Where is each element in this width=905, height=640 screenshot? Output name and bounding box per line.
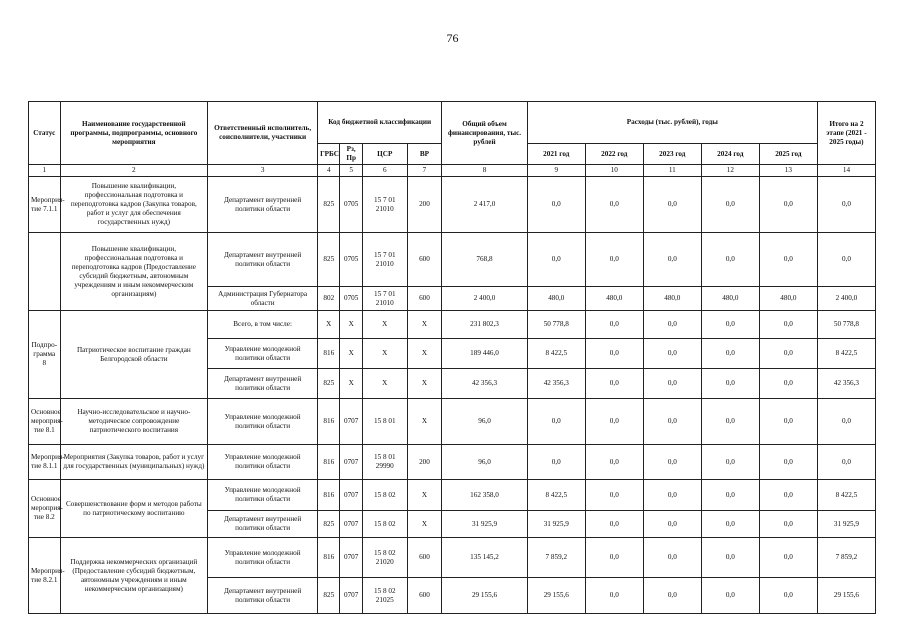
header-year-2024: 2024 год bbox=[701, 144, 759, 165]
cell-grbs: 825 bbox=[318, 369, 340, 399]
cell-csr: 15 8 02 21025 bbox=[362, 578, 407, 614]
table-row bbox=[29, 445, 876, 480]
cell-vr: X bbox=[407, 399, 442, 445]
cell-2023: 0,0 bbox=[643, 177, 701, 233]
table-row bbox=[29, 233, 876, 287]
column-number: 12 bbox=[701, 165, 759, 177]
cell-rzpr: X bbox=[340, 311, 362, 339]
cell-total: 96,0 bbox=[442, 445, 528, 480]
cell-2023: 0,0 bbox=[643, 480, 701, 511]
cell-2025: 0,0 bbox=[759, 311, 817, 339]
cell-grbs: 816 bbox=[318, 445, 340, 480]
cell-2024: 0,0 bbox=[701, 511, 759, 538]
cell-status: Основное мероприя-тие 8.2 bbox=[29, 480, 61, 538]
cell-2025: 0,0 bbox=[759, 538, 817, 578]
cell-vr: X bbox=[407, 369, 442, 399]
cell-2023: 0,0 bbox=[643, 578, 701, 614]
cell-2024: 0,0 bbox=[701, 538, 759, 578]
cell-csr: 15 7 01 21010 bbox=[362, 177, 407, 233]
header-executor: Ответственный исполнитель, соисполнители, участники bbox=[208, 102, 318, 165]
cell-2021: 0,0 bbox=[527, 233, 585, 287]
cell-status: Мероприя-тие 8.1.1 bbox=[29, 445, 61, 480]
cell-rzpr: 0705 bbox=[340, 233, 362, 287]
cell-2023: 480,0 bbox=[643, 287, 701, 311]
cell-vr: 200 bbox=[407, 445, 442, 480]
cell-executor: Всего, в том числе: bbox=[208, 311, 318, 339]
budget-table bbox=[28, 101, 876, 614]
cell-2023: 0,0 bbox=[643, 511, 701, 538]
cell-2024: 480,0 bbox=[701, 287, 759, 311]
cell-rzpr: 0707 bbox=[340, 538, 362, 578]
cell-vr: 600 bbox=[407, 287, 442, 311]
cell-2025: 0,0 bbox=[759, 233, 817, 287]
cell-stage-total: 29 155,6 bbox=[817, 578, 875, 614]
cell-vr: X bbox=[407, 480, 442, 511]
cell-status: Основное мероприя-тие 8.1 bbox=[29, 399, 61, 445]
cell-vr: X bbox=[407, 311, 442, 339]
cell-2023: 0,0 bbox=[643, 311, 701, 339]
cell-total: 2 400,0 bbox=[442, 287, 528, 311]
cell-executor: Департамент внутренней политики области bbox=[208, 233, 318, 287]
column-number: 4 bbox=[318, 165, 340, 177]
cell-2021: 0,0 bbox=[527, 177, 585, 233]
cell-stage-total: 31 925,9 bbox=[817, 511, 875, 538]
header-budget-code: Код бюджетной классификации bbox=[318, 102, 442, 144]
cell-stage-total: 0,0 bbox=[817, 177, 875, 233]
cell-total: 162 358,0 bbox=[442, 480, 528, 511]
cell-2023: 0,0 bbox=[643, 538, 701, 578]
cell-executor: Управление молодежной политики области bbox=[208, 538, 318, 578]
cell-total: 189 446,0 bbox=[442, 339, 528, 369]
cell-vr: 600 bbox=[407, 578, 442, 614]
cell-executor: Департамент внутренней политики области bbox=[208, 177, 318, 233]
cell-2025: 0,0 bbox=[759, 480, 817, 511]
cell-stage-total: 8 422,5 bbox=[817, 480, 875, 511]
cell-executor: Управление молодежной политики области bbox=[208, 480, 318, 511]
cell-executor: Управление молодежной политики области bbox=[208, 399, 318, 445]
cell-executor: Управление молодежной политики области bbox=[208, 445, 318, 480]
cell-total: 2 417,0 bbox=[442, 177, 528, 233]
cell-2021: 7 859,2 bbox=[527, 538, 585, 578]
cell-2021: 8 422,5 bbox=[527, 339, 585, 369]
cell-name: Повышение квалификации, профессиональная подготовка и переподготовка кадров (Предоставление субсидий бюджетным, автономным учреждениям и иным некоммерческим организациям) bbox=[60, 233, 208, 311]
cell-executor: Департамент внутренней политики области bbox=[208, 511, 318, 538]
column-number: 5 bbox=[340, 165, 362, 177]
cell-2022: 0,0 bbox=[585, 538, 643, 578]
cell-2022: 0,0 bbox=[585, 511, 643, 538]
cell-total: 768,8 bbox=[442, 233, 528, 287]
cell-2024: 0,0 bbox=[701, 445, 759, 480]
cell-executor: Администрация Губернатора области bbox=[208, 287, 318, 311]
header-vr: ВР bbox=[407, 144, 442, 165]
cell-stage-total: 8 422,5 bbox=[817, 339, 875, 369]
header-expenses: Расходы (тыс. рублей), годы bbox=[527, 102, 817, 144]
cell-vr: 600 bbox=[407, 538, 442, 578]
header-csr: ЦСР bbox=[362, 144, 407, 165]
cell-grbs: 825 bbox=[318, 177, 340, 233]
table-row bbox=[29, 538, 876, 578]
cell-grbs: 802 bbox=[318, 287, 340, 311]
cell-csr: X bbox=[362, 311, 407, 339]
cell-2024: 0,0 bbox=[701, 480, 759, 511]
cell-2025: 0,0 bbox=[759, 511, 817, 538]
cell-stage-total: 50 778,8 bbox=[817, 311, 875, 339]
page-number: 76 bbox=[446, 31, 459, 45]
cell-grbs: 816 bbox=[318, 480, 340, 511]
header-year-2022: 2022 год bbox=[585, 144, 643, 165]
cell-2024: 0,0 bbox=[701, 311, 759, 339]
cell-rzpr: 0707 bbox=[340, 578, 362, 614]
table-row bbox=[29, 177, 876, 233]
cell-csr: 15 8 02 bbox=[362, 511, 407, 538]
table-row bbox=[29, 480, 876, 511]
cell-grbs: 816 bbox=[318, 399, 340, 445]
cell-total: 42 356,3 bbox=[442, 369, 528, 399]
header-status: Статус bbox=[29, 102, 61, 165]
cell-2021: 50 778,8 bbox=[527, 311, 585, 339]
cell-rzpr: 0707 bbox=[340, 445, 362, 480]
cell-2022: 0,0 bbox=[585, 233, 643, 287]
cell-total: 31 925,9 bbox=[442, 511, 528, 538]
column-number: 6 bbox=[362, 165, 407, 177]
cell-total: 231 802,3 bbox=[442, 311, 528, 339]
cell-grbs: X bbox=[318, 311, 340, 339]
cell-2022: 0,0 bbox=[585, 369, 643, 399]
cell-2024: 0,0 bbox=[701, 399, 759, 445]
cell-stage-total: 0,0 bbox=[817, 233, 875, 287]
cell-2021: 42 356,3 bbox=[527, 369, 585, 399]
cell-2025: 480,0 bbox=[759, 287, 817, 311]
cell-2021: 8 422,5 bbox=[527, 480, 585, 511]
cell-rzpr: 0705 bbox=[340, 177, 362, 233]
cell-2025: 0,0 bbox=[759, 177, 817, 233]
cell-grbs: 816 bbox=[318, 538, 340, 578]
column-number: 10 bbox=[585, 165, 643, 177]
column-number: 9 bbox=[527, 165, 585, 177]
cell-2024: 0,0 bbox=[701, 177, 759, 233]
header-year-2023: 2023 год bbox=[643, 144, 701, 165]
column-number-row bbox=[29, 165, 876, 177]
header-stage2-total: Итого на 2 этапе (2021 - 2025 годы) bbox=[817, 102, 875, 165]
cell-2022: 0,0 bbox=[585, 311, 643, 339]
column-number: 7 bbox=[407, 165, 442, 177]
cell-executor: Управление молодежной политики области bbox=[208, 339, 318, 369]
cell-status: Мероприя-тие 7.1.1 bbox=[29, 177, 61, 233]
cell-2025: 0,0 bbox=[759, 445, 817, 480]
cell-2024: 0,0 bbox=[701, 233, 759, 287]
cell-2023: 0,0 bbox=[643, 339, 701, 369]
cell-2025: 0,0 bbox=[759, 399, 817, 445]
cell-grbs: 816 bbox=[318, 339, 340, 369]
cell-stage-total: 0,0 bbox=[817, 445, 875, 480]
cell-2023: 0,0 bbox=[643, 399, 701, 445]
column-number: 8 bbox=[442, 165, 528, 177]
cell-grbs: 825 bbox=[318, 578, 340, 614]
header-rzpr: Рз, Пр bbox=[340, 144, 362, 165]
cell-rzpr: X bbox=[340, 369, 362, 399]
cell-2021: 0,0 bbox=[527, 399, 585, 445]
cell-csr: 15 8 02 bbox=[362, 480, 407, 511]
cell-csr: 15 8 01 bbox=[362, 399, 407, 445]
cell-2022: 0,0 bbox=[585, 339, 643, 369]
cell-name: Научно-исследовательское и научно-методическое сопровождение патриотического воспитания bbox=[60, 399, 208, 445]
cell-2025: 0,0 bbox=[759, 369, 817, 399]
header-name: Наименование государственной программы, подпрограммы, основного мероприятия bbox=[60, 102, 208, 165]
cell-vr: X bbox=[407, 511, 442, 538]
cell-2025: 0,0 bbox=[759, 578, 817, 614]
cell-2025: 0,0 bbox=[759, 339, 817, 369]
column-number: 1 bbox=[29, 165, 61, 177]
cell-executor: Департамент внутренней политики области bbox=[208, 578, 318, 614]
header-grbs: ГРБС bbox=[318, 144, 340, 165]
cell-vr: 600 bbox=[407, 233, 442, 287]
cell-total: 29 155,6 bbox=[442, 578, 528, 614]
cell-2023: 0,0 bbox=[643, 369, 701, 399]
cell-2022: 0,0 bbox=[585, 399, 643, 445]
cell-executor: Департамент внутренней политики области bbox=[208, 369, 318, 399]
cell-2023: 0,0 bbox=[643, 233, 701, 287]
table-row bbox=[29, 399, 876, 445]
cell-2022: 480,0 bbox=[585, 287, 643, 311]
cell-rzpr: 0707 bbox=[340, 511, 362, 538]
column-number: 3 bbox=[208, 165, 318, 177]
cell-name: Совершенствование форм и методов работы по патриотическому воспитанию bbox=[60, 480, 208, 538]
cell-2022: 0,0 bbox=[585, 445, 643, 480]
cell-2024: 0,0 bbox=[701, 578, 759, 614]
cell-csr: X bbox=[362, 339, 407, 369]
cell-2021: 29 155,6 bbox=[527, 578, 585, 614]
cell-csr: 15 7 01 21010 bbox=[362, 287, 407, 311]
cell-total: 96,0 bbox=[442, 399, 528, 445]
cell-rzpr: X bbox=[340, 339, 362, 369]
cell-name: Поддержка некоммерческих организаций (Предоставление субсидий бюджетным, автономным учреждениям и иным некоммерческим организациям) bbox=[60, 538, 208, 614]
cell-2021: 480,0 bbox=[527, 287, 585, 311]
cell-rzpr: 0705 bbox=[340, 287, 362, 311]
cell-vr: X bbox=[407, 339, 442, 369]
cell-csr: 15 8 02 21020 bbox=[362, 538, 407, 578]
cell-grbs: 825 bbox=[318, 511, 340, 538]
cell-2022: 0,0 bbox=[585, 578, 643, 614]
cell-name: Патриотическое воспитание граждан Белгородской области bbox=[60, 311, 208, 399]
header-year-2021: 2021 год bbox=[527, 144, 585, 165]
cell-total: 135 145,2 bbox=[442, 538, 528, 578]
cell-stage-total: 7 859,2 bbox=[817, 538, 875, 578]
cell-2021: 0,0 bbox=[527, 445, 585, 480]
cell-status: Мероприя-тие 8.2.1 bbox=[29, 538, 61, 614]
cell-vr: 200 bbox=[407, 177, 442, 233]
column-number: 11 bbox=[643, 165, 701, 177]
cell-csr: X bbox=[362, 369, 407, 399]
cell-2023: 0,0 bbox=[643, 445, 701, 480]
cell-csr: 15 7 01 21010 bbox=[362, 233, 407, 287]
cell-rzpr: 0707 bbox=[340, 399, 362, 445]
cell-2021: 31 925,9 bbox=[527, 511, 585, 538]
header-total: Общий объем финансирования, тыс. рублей bbox=[442, 102, 528, 165]
cell-stage-total: 2 400,0 bbox=[817, 287, 875, 311]
column-number: 14 bbox=[817, 165, 875, 177]
table-row bbox=[29, 311, 876, 339]
cell-csr: 15 8 01 29990 bbox=[362, 445, 407, 480]
cell-status bbox=[29, 233, 61, 311]
cell-2024: 0,0 bbox=[701, 339, 759, 369]
cell-2022: 0,0 bbox=[585, 480, 643, 511]
header-year-2025: 2025 год bbox=[759, 144, 817, 165]
cell-2022: 0,0 bbox=[585, 177, 643, 233]
cell-rzpr: 0707 bbox=[340, 480, 362, 511]
cell-stage-total: 42 356,3 bbox=[817, 369, 875, 399]
cell-name: Мероприятия (Закупка товаров, работ и услуг для государственных (муниципальных) нужд) bbox=[60, 445, 208, 480]
cell-2024: 0,0 bbox=[701, 369, 759, 399]
cell-name: Повышение квалификации, профессиональная подготовка и переподготовка кадров (Закупка товаров, работ и услуг для обеспечения государственных нужд) bbox=[60, 177, 208, 233]
column-number: 13 bbox=[759, 165, 817, 177]
cell-stage-total: 0,0 bbox=[817, 399, 875, 445]
cell-grbs: 825 bbox=[318, 233, 340, 287]
cell-status: Подпро-грамма 8 bbox=[29, 311, 61, 399]
column-number: 2 bbox=[60, 165, 208, 177]
